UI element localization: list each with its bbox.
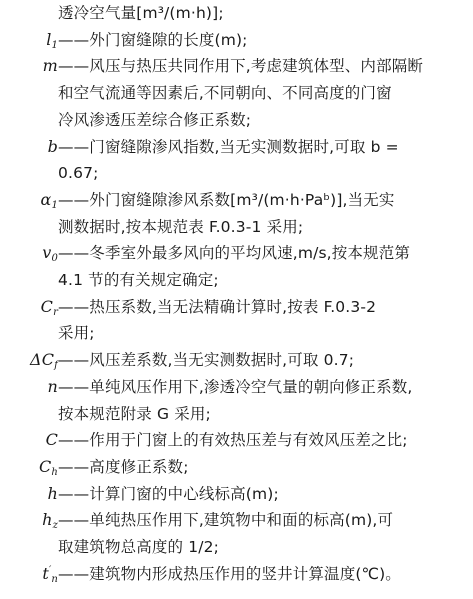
definition-symbol: $h_z$ xyxy=(42,510,58,532)
definition-row-cr xyxy=(0,294,473,347)
definition-text: ——风压与热压共同作用下,考虑建筑体型、内部隔断 和空气流通等因素后,不同朝向、不同高度的门窗 冷风渗透压差综合修正系数; xyxy=(58,57,424,129)
definition-text: ——门窗缝隙渗风指数,当无实测数据时,可取 b = 0.67; xyxy=(58,137,399,183)
definition-row-continuation xyxy=(0,0,473,27)
definition-text: ——单纯热压作用下,建筑物中和面的标高(m),可 取建筑物总高度的 1/2; xyxy=(58,511,394,557)
definition-row-ch xyxy=(0,454,473,481)
definition-row-c xyxy=(0,427,473,454)
definition-text: ——计算门窗的中心线标高(m); xyxy=(58,484,279,503)
definition-text: ——外门窗缝隙渗风系数[m³/(m·h·Paᵇ)],当无实 测数据时,按本规范表 F.0.3-1 采用; xyxy=(58,190,395,236)
definition-row-delta-cf xyxy=(0,347,473,374)
definition-symbol: n xyxy=(47,376,58,396)
definition-row-h xyxy=(0,481,473,508)
definition-symbol: $C_h$ xyxy=(39,456,58,478)
definition-row-alpha1 xyxy=(0,187,473,240)
definition-row-hz xyxy=(0,507,473,560)
definition-symbol: $l_1$ xyxy=(46,29,58,51)
definition-row-b xyxy=(0,134,473,187)
definition-row-v0 xyxy=(0,240,473,293)
definition-text: ——热压系数,当无法精确计算时,按表 F.0.3-2 采用; xyxy=(58,297,377,343)
definition-text: ——风压差系数,当无实测数据时,可取 0.7; xyxy=(58,351,355,370)
definition-row-l1 xyxy=(0,27,473,54)
definition-symbol: C xyxy=(45,430,58,450)
definition-text: ——作用于门窗上的有效热压差与有效风压差之比; xyxy=(58,431,408,450)
definition-symbol: $t'_n$ xyxy=(42,563,58,585)
definition-text: ——冬季室外最多风向的平均风速,m/s,按本规范第 4.1 节的有关规定确定; xyxy=(58,244,411,290)
definition-symbol: $v_0$ xyxy=(42,243,58,265)
definition-text: ——外门窗缝隙的长度(m); xyxy=(58,30,248,49)
definition-text: 透冷空气量[m³/(m·h)]; xyxy=(58,4,224,22)
definition-row-tn-prime xyxy=(0,561,473,588)
definition-row-m xyxy=(0,53,473,133)
definition-text: ——建筑物内形成热压作用的竖井计算温度(℃)。 xyxy=(58,564,401,583)
definition-row-n xyxy=(0,374,473,427)
definition-symbol: h xyxy=(47,483,58,503)
definition-text: ——高度修正系数; xyxy=(58,457,189,476)
definition-symbol: $\alpha_1$ xyxy=(40,189,58,211)
definition-symbol: $\Delta C_f$ xyxy=(30,350,58,372)
definition-text: ——单纯风压作用下,渗透冷空气量的朝向修正系数, 按本规范附录 G 采用; xyxy=(58,377,413,423)
definition-symbol: $C_r$ xyxy=(40,296,58,318)
definition-symbol: m xyxy=(42,56,58,76)
definition-symbol: b xyxy=(47,136,58,156)
